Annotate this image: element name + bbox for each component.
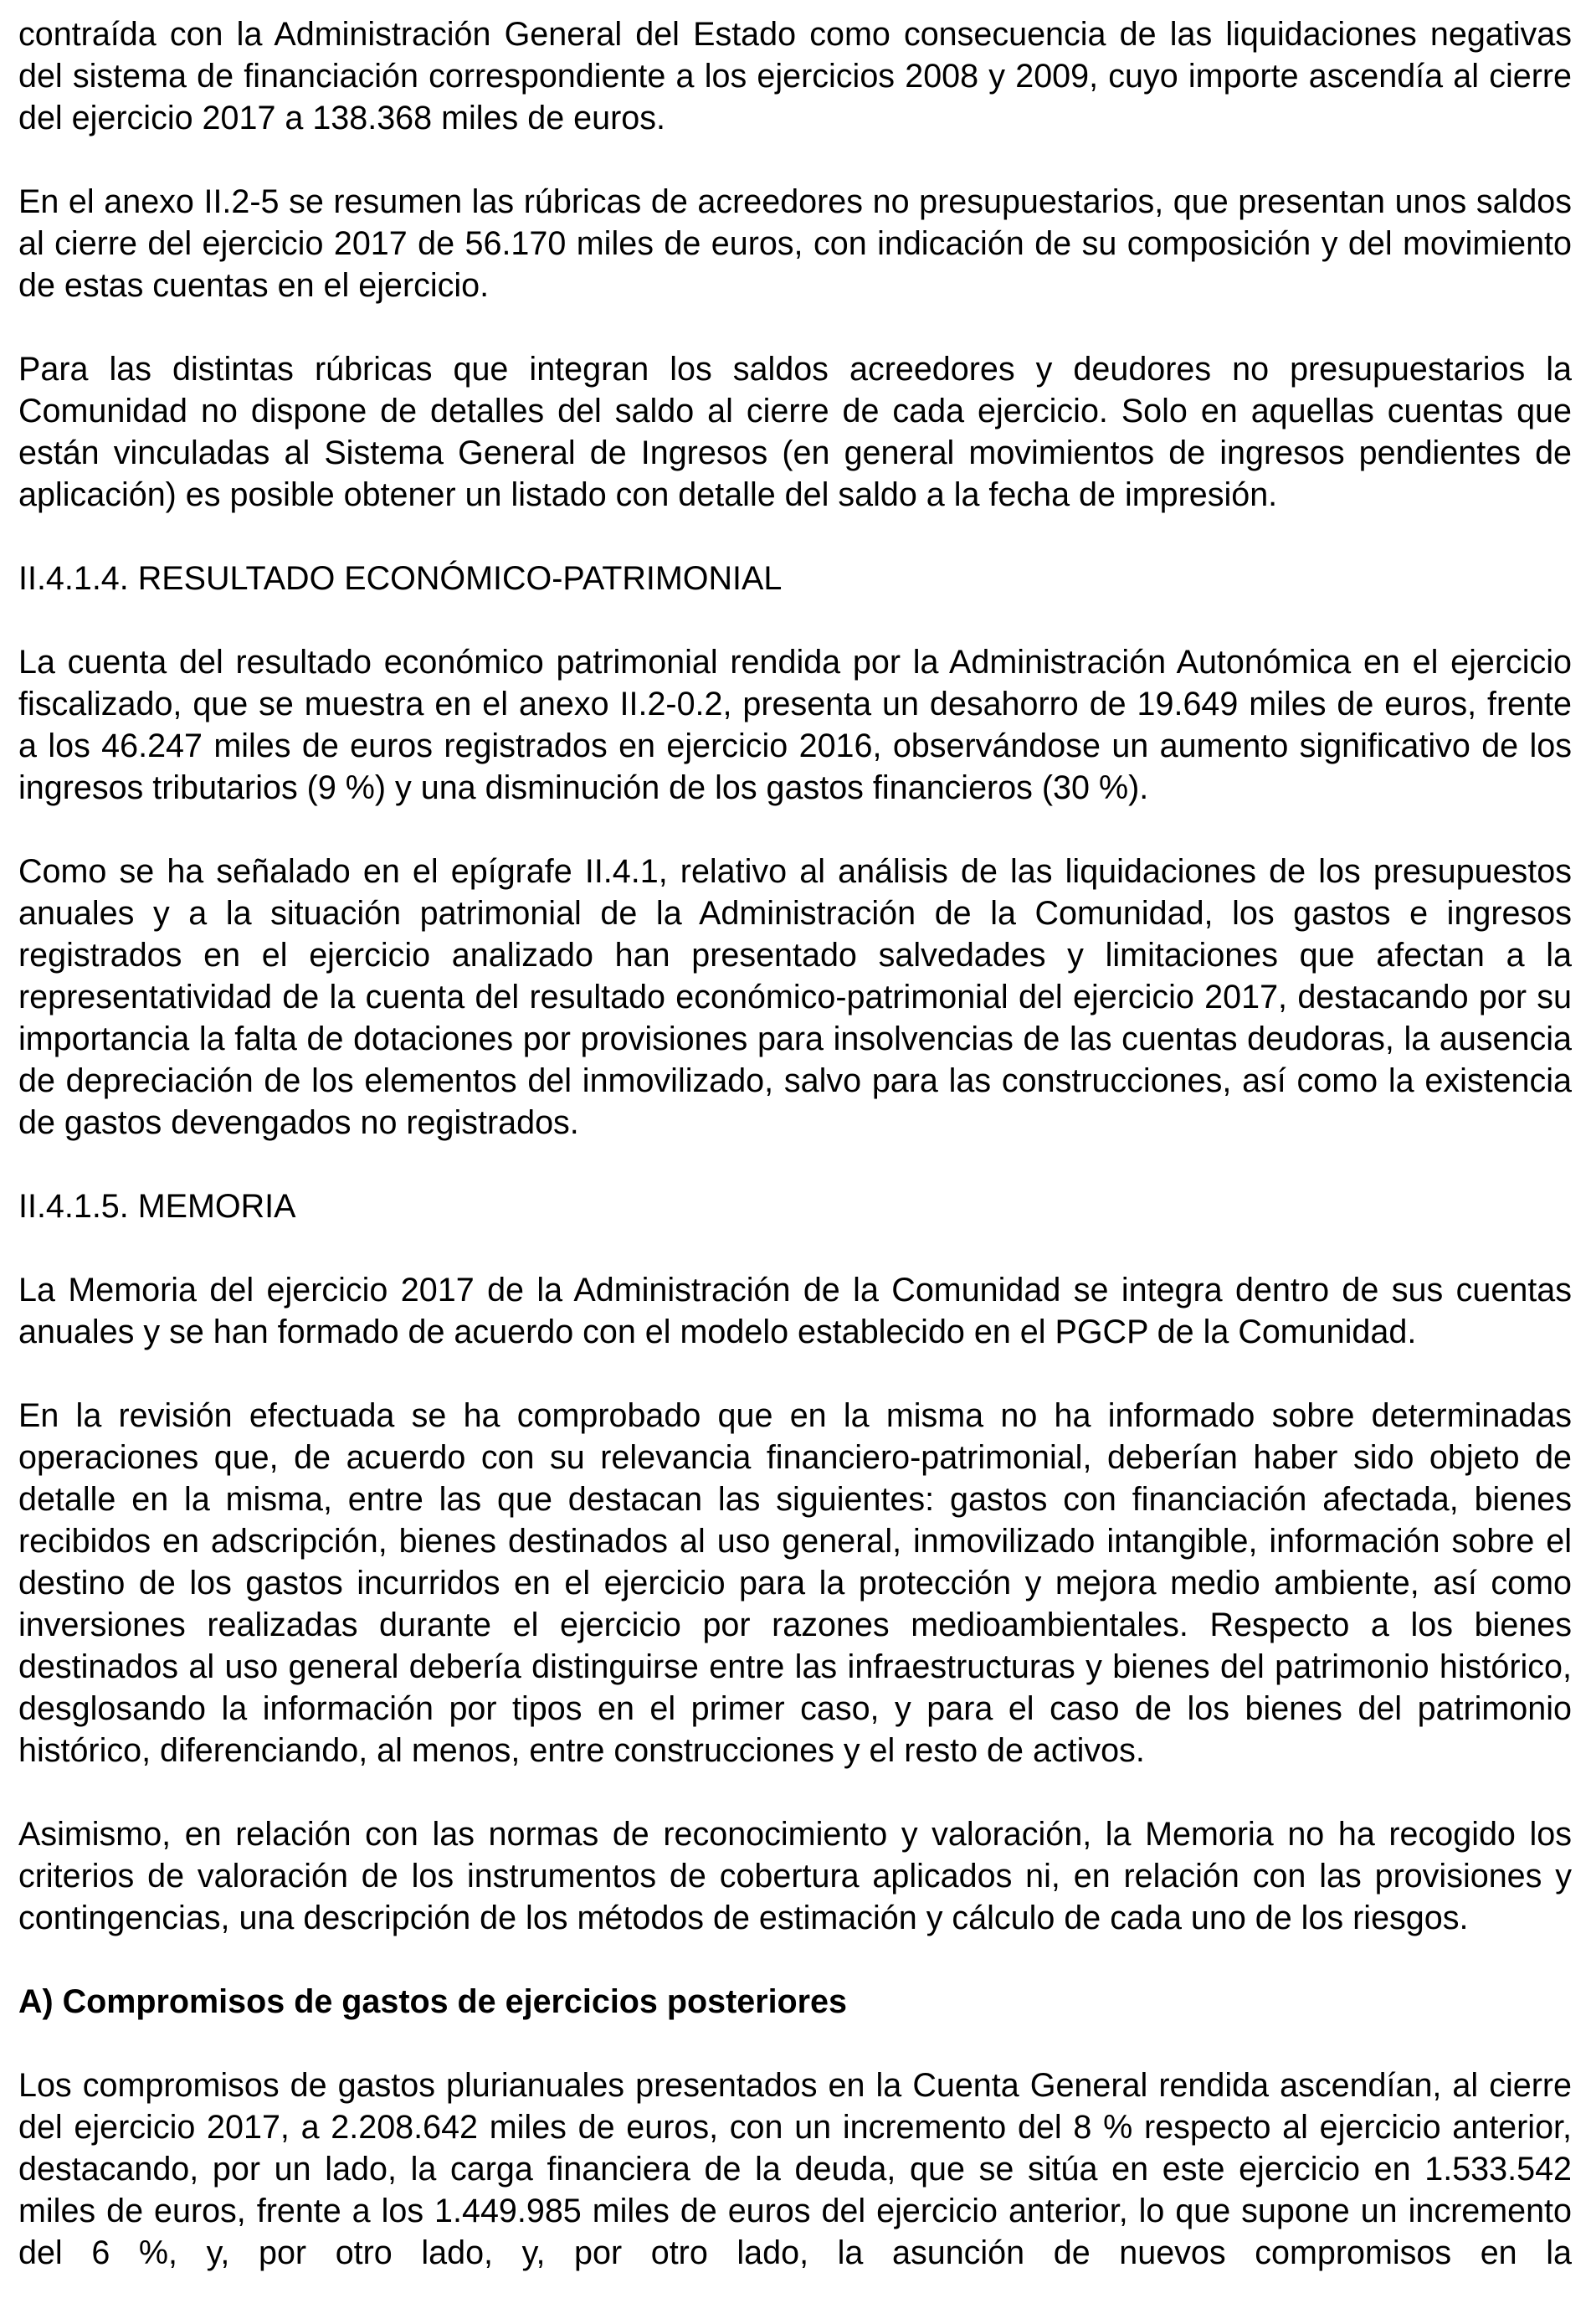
paragraph-compromisos-plurianuales: Los compromisos de gastos plurianuales presentados en la Cuenta General rendida ascendían, al cierre del ejercicio 2017, a 2.208.642 miles de euros, con un incremento del 8 % respecto al ejercicio anterior, destacando, por un lado, la carga financiera de la deuda, que se sitúa en este ejercicio en 1.533.542 miles de euros, frente a los 1.449.985 miles de euros del ejercicio anterior, lo que supone un incremento del 6 %, y, por otro lado, y, por otro lado, la asunción de nuevos compromisos en la [18,2067,1572,2271]
paragraph-cuenta-resultado: La cuenta del resultado económico patrimonial rendida por la Administración Autonómica en el ejercicio fiscalizado, que se muestra en el anexo II.2-0.2, presenta un desahorro de 19.649 miles de euros, frente a los 46.247 miles de euros registrados en ejercicio 2016, observándose un aumento significativo de los ingresos tributarios (9 %) y una disminución de los gastos financieros (30 %). [18,644,1572,806]
paragraph-normas-valoracion: Asimismo, en relación con las normas de reconocimiento y valoración, la Memoria no ha recogido los criterios de valoración de los instrumentos de cobertura aplicados ni, en relación con las provisiones y contingencias, una descripción de los métodos de estimación y cálculo de cada uno de los riesgos. [18,1816,1572,1936]
section-heading-resultado-economico: II.4.1.4. RESULTADO ECONÓMICO-PATRIMONIAL [18,560,783,597]
paragraph-acreedores-no-presupuestarios: En el anexo II.2-5 se resumen las rúbricas de acreedores no presupuestarios, que presentan unos saldos al cierre del ejercicio 2017 de 56.170 miles de euros, con indicación de su composición y del movimiento de estas cuentas en el ejercicio. [18,183,1572,304]
paragraph-revision-memoria: En la revisión efectuada se ha comprobado que en la misma no ha informado sobre determinadas operaciones que, de acuerdo con su relevancia financiero-patrimonial, deberían haber sido objeto de detalle en la misma, entre las que destacan las siguientes: gastos con financiación afectada, bienes recibidos en adscripción, bienes destinados al uso general, inmovilizado intangible, información sobre el destino de los gastos incurridos en el ejercicio para la protección y mejora medio ambiente, así como inversiones realizadas durante el ejercicio por razones medioambientales. Respecto a los bienes destinados al uso general debería distinguirse entre las infraestructuras y bienes del patrimonio histórico, desglosando la información por tipos en el primer caso, y para el caso de los bienes del patrimonio histórico, diferenciando, al menos, entre construcciones y el resto de activos. [18,1397,1572,1769]
paragraph-saldos-no-presupuestarios: Para las distintas rúbricas que integran los saldos acreedores y deudores no presupuestarios la Comunidad no dispone de detalles del saldo al cierre de cada ejercicio. Solo en aquellas cuentas que están vinculadas al Sistema General de Ingresos (en general movimientos de ingresos pendientes de aplicación) es posible obtener un listado con detalle del saldo a la fecha de impresión. [18,351,1572,513]
paragraph-memoria-integracion: La Memoria del ejercicio 2017 de la Administración de la Comunidad se integra dentro de sus cuentas anuales y se han formado de acuerdo con el modelo establecido en el PGCP de la Comunidad. [18,1272,1572,1350]
paragraph-salvedades-limitaciones: Como se ha señalado en el epígrafe II.4.1, relativo al análisis de las liquidaciones de los presupuestos anuales y a la situación patrimonial de la Administración de la Comunidad, los gastos e ingresos registrados en el ejercicio analizado han presentado salvedades y limitaciones que afectan a la representatividad de la cuenta del resultado económico-patrimonial del ejercicio 2017, destacando por su importancia la falta de dotaciones por provisiones para insolvencias de las cuentas deudoras, la ausencia de depreciación de los elementos del inmovilizado, salvo para las construcciones, así como la existencia de gastos devengados no registrados. [18,853,1572,1141]
paragraph-deuda-liquidaciones: contraída con la Administración General del Estado como consecuencia de las liquidaciones negativas del sistema de financiación correspondiente a los ejercicios 2008 y 2009, cuyo importe ascendía al cierre del ejercicio 2017 a 138.368 miles de euros. [18,16,1572,136]
subsection-heading-compromisos: A) Compromisos de gastos de ejercicios posteriores [18,1983,847,2020]
section-heading-memoria: II.4.1.5. MEMORIA [18,1188,296,1225]
document-page [18,13,1572,2274]
